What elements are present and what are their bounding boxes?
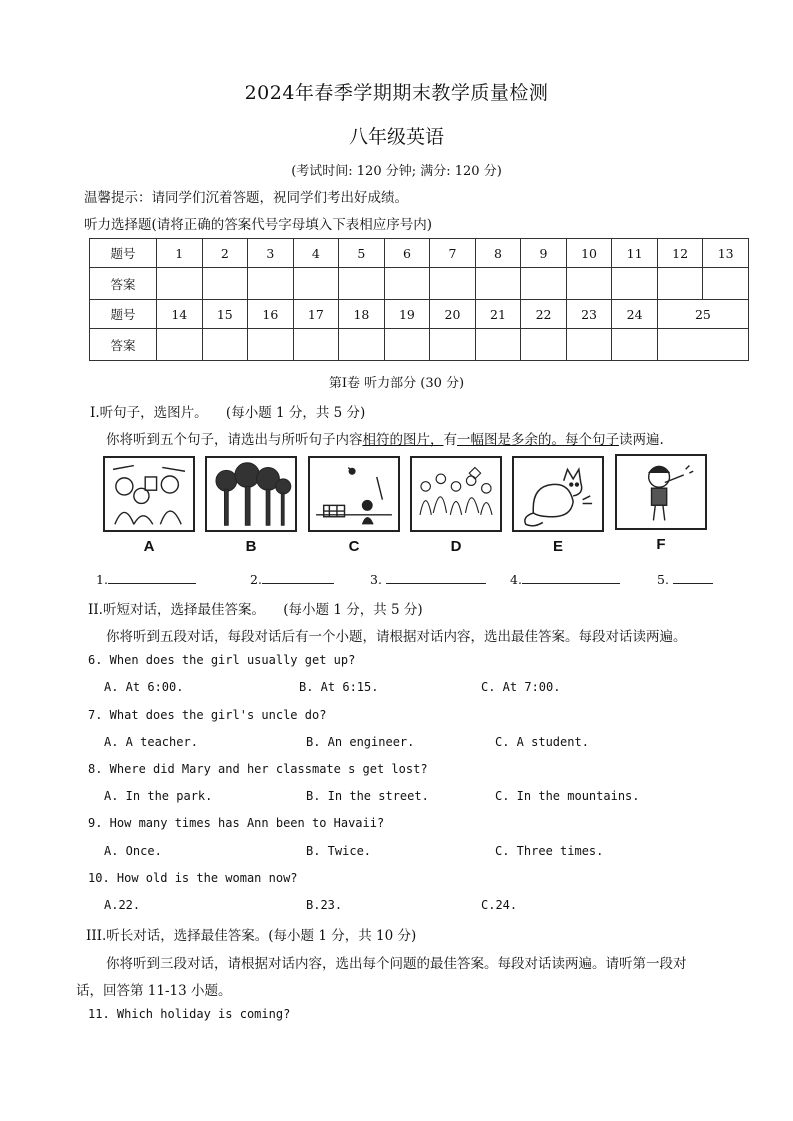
instruction-part: 读两遍. (619, 432, 664, 448)
table-row (90, 268, 749, 300)
answer-cell[interactable] (293, 268, 339, 300)
answer-cell[interactable] (202, 329, 248, 361)
table-row (90, 300, 749, 329)
blank-2 (250, 570, 334, 587)
picture-e-cat (512, 456, 604, 532)
answer-cell[interactable] (521, 329, 567, 361)
answer-cell[interactable] (521, 268, 567, 300)
question-9: 9. How many times has Ann been to Havaii? (88, 816, 385, 830)
section1-instruction (106, 428, 664, 448)
option-a[interactable]: A.22. (104, 898, 141, 912)
answer-cell[interactable] (657, 268, 703, 300)
table-cell: 21 (475, 300, 521, 329)
table-cell: 17 (293, 300, 339, 329)
question-6: 6. When does the girl usually get up? (88, 653, 356, 667)
blank-number: 1. (96, 572, 108, 587)
option-b[interactable]: B. At 6:15. (299, 680, 379, 694)
answer-cell[interactable] (612, 329, 658, 361)
question-8: 8. Where did Mary and her classmate s get lost? (88, 762, 428, 776)
table-cell: 4 (293, 239, 339, 268)
answer-cell[interactable] (202, 268, 248, 300)
answer-cell[interactable] (475, 329, 521, 361)
picture-label: A (143, 538, 155, 555)
blank-number: 3. (370, 572, 382, 587)
section2-title: II.听短对话，选择最佳答案。 (88, 602, 265, 618)
table-cell: 7 (430, 239, 476, 268)
tip-text: 温馨提示：请同学们沉着答题，祝同学们考出好成绩。 (84, 190, 408, 206)
answer-cell[interactable] (157, 268, 203, 300)
option-b[interactable]: B.23. (306, 898, 343, 912)
question-11: 11. Which holiday is coming? (88, 1007, 291, 1021)
picture-a-people (103, 456, 195, 532)
section2-instruction: 你将听到五段对话，每段对话后有一个小题，请根据对话内容，选出最佳答案。每段对话读两遍。 (106, 629, 687, 645)
picture-label: D (450, 538, 462, 555)
table-cell: 22 (521, 300, 567, 329)
picture-d-flowers (410, 456, 502, 532)
table-cell: 24 (612, 300, 658, 329)
picture-label: E (552, 538, 563, 555)
option-c[interactable]: C. Three times. (495, 844, 604, 858)
table-cell: 12 (657, 239, 703, 268)
table-cell: 20 (430, 300, 476, 329)
table-cell: 3 (248, 239, 294, 268)
table-cell: 9 (521, 239, 567, 268)
picture-label: F (656, 536, 666, 553)
section1-title: I.听句子，选图片。 (90, 405, 208, 421)
answer-cell[interactable] (384, 268, 430, 300)
answer-cell[interactable] (475, 268, 521, 300)
table-row (90, 329, 749, 361)
instruction-part: 你将听到五个句子，请选出与所听句子内容 (106, 432, 363, 448)
table-cell: 13 (703, 239, 749, 268)
section3-instruction-line1: 你将听到三段对话，请根据对话内容，选出每个问题的最佳答案。每段对话读两遍。请听第一段对 (106, 956, 687, 972)
option-c[interactable]: C. At 7:00. (481, 680, 561, 694)
section1-heading (90, 401, 365, 421)
instruction-part: 相符的图片， (362, 432, 444, 448)
answer-cell[interactable] (657, 329, 748, 361)
answer-blank[interactable] (673, 570, 713, 584)
table-cell: 14 (157, 300, 203, 329)
answer-blank[interactable] (108, 570, 196, 584)
section3-instruction-line2: 话，回答第 11-13 小题。 (76, 983, 232, 999)
table-cell: 18 (339, 300, 385, 329)
answer-cell[interactable] (248, 329, 294, 361)
blank-number: 5. (657, 572, 669, 587)
picture-b-trees (205, 456, 297, 532)
option-b[interactable]: B. In the street. (306, 789, 429, 803)
row-label: 答案 (90, 329, 157, 361)
picture-label: C (348, 538, 360, 555)
table-cell: 8 (475, 239, 521, 268)
answer-cell[interactable] (430, 329, 476, 361)
answer-cell[interactable] (566, 268, 612, 300)
answer-cell[interactable] (384, 329, 430, 361)
blank-4 (510, 570, 620, 587)
table-row (90, 239, 749, 268)
answer-blank[interactable] (522, 570, 620, 584)
option-c[interactable]: C. In the mountains. (495, 789, 640, 803)
instruction-part: 每个句子 (565, 432, 619, 448)
table-cell: 15 (202, 300, 248, 329)
table-cell: 6 (384, 239, 430, 268)
answer-cell[interactable] (430, 268, 476, 300)
answer-table (89, 238, 749, 361)
answer-blank[interactable] (262, 570, 334, 584)
answer-cell[interactable] (248, 268, 294, 300)
table-cell: 16 (248, 300, 294, 329)
option-b[interactable]: B. Twice. (306, 844, 372, 858)
exam-subtitle: 八年级英语 (348, 126, 444, 148)
instruction-part: 一幅图是多余的。 (457, 432, 565, 448)
answer-cell[interactable] (157, 329, 203, 361)
table-cell: 10 (566, 239, 612, 268)
section2-score: (每小题 1 分，共 5 分) (283, 602, 423, 618)
instruction-part: 有 (443, 432, 457, 448)
blank-3 (370, 570, 486, 587)
answer-blank[interactable] (386, 570, 486, 584)
answer-cell[interactable] (612, 268, 658, 300)
section2-heading (88, 598, 423, 618)
exam-title: 2024年春季学期期末教学质量检测 (244, 82, 549, 104)
picture-c-soccer (308, 456, 400, 532)
picture-f-boy-flute (615, 454, 707, 530)
table-cell: 25 (657, 300, 748, 329)
answer-cell[interactable] (293, 329, 339, 361)
option-c[interactable]: C.24. (481, 898, 518, 912)
table-cell: 11 (612, 239, 658, 268)
option-a[interactable]: A. At 6:00. (104, 680, 184, 694)
blank-number: 2. (250, 572, 262, 587)
picture-row (103, 456, 713, 566)
blank-number: 4. (510, 572, 522, 587)
table-cell: 23 (566, 300, 612, 329)
row-label: 题号 (90, 300, 157, 329)
option-a[interactable]: A. In the park. (104, 789, 213, 803)
table-cell: 1 (157, 239, 203, 268)
option-b[interactable]: B. An engineer. (306, 735, 415, 749)
table-cell: 2 (202, 239, 248, 268)
part1-title: 第Ⅰ卷 听力部分 (30 分) (328, 376, 465, 391)
table-cell: 5 (339, 239, 385, 268)
answer-cell[interactable] (566, 329, 612, 361)
option-a[interactable]: A. Once. (104, 844, 162, 858)
table-cell: 19 (384, 300, 430, 329)
section1-score: (每小题 1 分，共 5 分) (225, 405, 366, 421)
answer-cell[interactable] (339, 329, 385, 361)
option-c[interactable]: C. A student. (495, 735, 589, 749)
option-a[interactable]: A. A teacher. (104, 735, 198, 749)
answer-cell[interactable] (703, 268, 749, 300)
question-7: 7. What does the girl's uncle do? (88, 708, 327, 722)
blank-1 (96, 570, 196, 587)
listening-instruction: 听力选择题(请将正确的答案代号字母填入下表相应序号内) (84, 217, 433, 233)
row-label: 答案 (90, 268, 157, 300)
picture-label: B (245, 538, 257, 555)
section3-heading: III.听长对话，选择最佳答案。(每小题 1 分，共 10 分) (86, 928, 417, 944)
question-10: 10. How old is the woman now? (88, 871, 298, 885)
exam-info: (考试时间: 120 分钟; 满分: 120 分) (291, 164, 502, 179)
answer-cell[interactable] (339, 268, 385, 300)
row-label: 题号 (90, 239, 157, 268)
blank-5 (657, 570, 713, 587)
